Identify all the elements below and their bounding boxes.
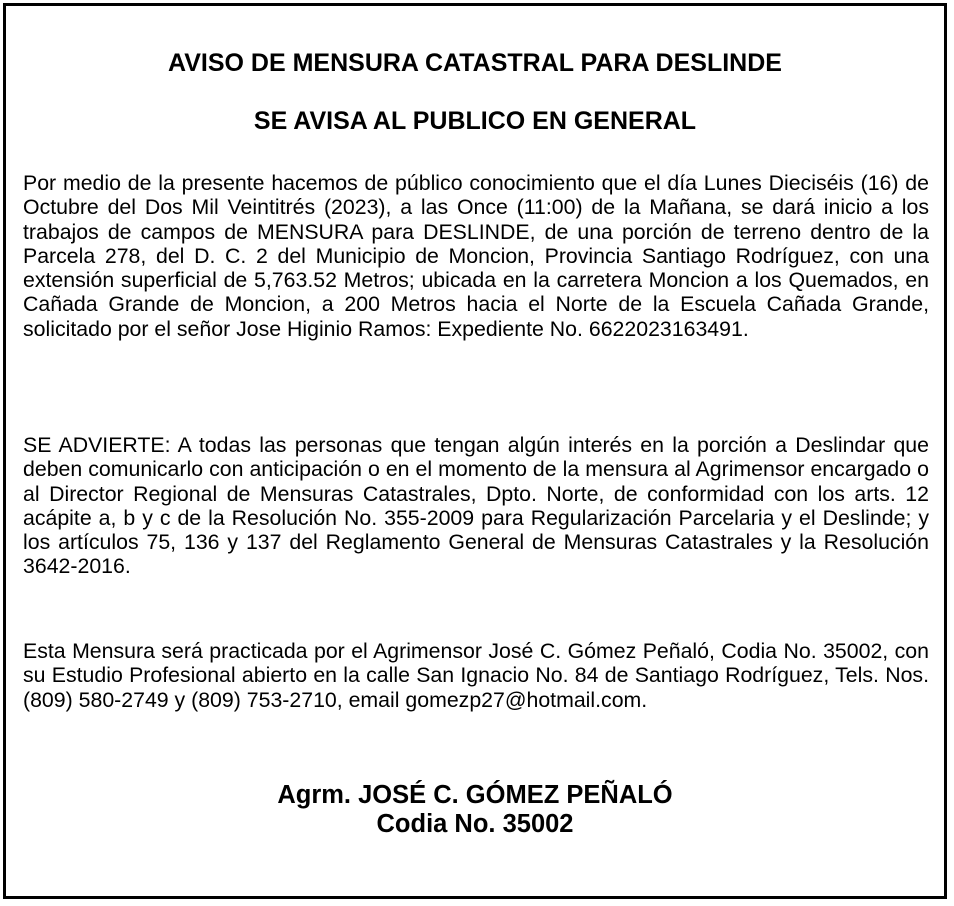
- notice-title: AVISO DE MENSURA CATASTRAL PARA DESLINDE: [168, 49, 782, 77]
- signature-codia: Codia No. 35002: [376, 810, 574, 838]
- notice-paragraph-surveyor: Esta Mensura será practicada por el Agrimensor José C. Gómez Peñaló, Codia No. 35002, con su Estudio Profesional abierto en la calle San Ignacio No. 84 de Santiago Rodríguez, Tels. Nos. (809) 580-2749 y (809) 753-2710, email gomezp27@hotmail.com.: [23, 639, 929, 712]
- notice-paragraph-warning: SE ADVIERTE: A todas las personas que tengan algún interés en la porción a Deslindar que deben comunicarlo con anticipación o en el momento de la mensura al Agrimensor encargado o al Director Regional de Mensuras Catastrales, Dpto. Norte, de conformidad con los arts. 12 acápite a, b y c de la Resolución No. 355-2009 para Regularización Parcelaria y el Deslinde; y los artículos 75, 136 y 137 del Reglamento General de Mensuras Catastrales y la Resolución 3642-2016.: [23, 433, 929, 579]
- notice-subtitle: SE AVISA AL PUBLICO EN GENERAL: [253, 107, 697, 135]
- signature-block: [6, 781, 944, 839]
- notice-frame: [3, 3, 947, 899]
- notice-paragraph-announcement: Por medio de la presente hacemos de público conocimiento que el día Lunes Dieciséis (16) de Octubre del Dos Mil Veintitrés (2023), a las Once (11:00) de la Mañana, se dará inicio a los trabajos de campos de MENSURA para DESLINDE, de una porción de terreno dentro de la Parcela 278, del D. C. 2 del Municipio de Moncion, Provincia Santiago Rodríguez, con una extensión superficial de 5,763.52 Metros; ubicada en la carretera Moncion a los Quemados, en Cañada Grande de Moncion, a 200 Metros hacia el Norte de la Escuela Cañada Grande, solicitado por el señor Jose Higinio Ramos: Expediente No. 6622023163491.: [23, 171, 929, 341]
- signature-name: Agrm. JOSÉ C. GÓMEZ PEÑALÓ: [277, 781, 673, 809]
